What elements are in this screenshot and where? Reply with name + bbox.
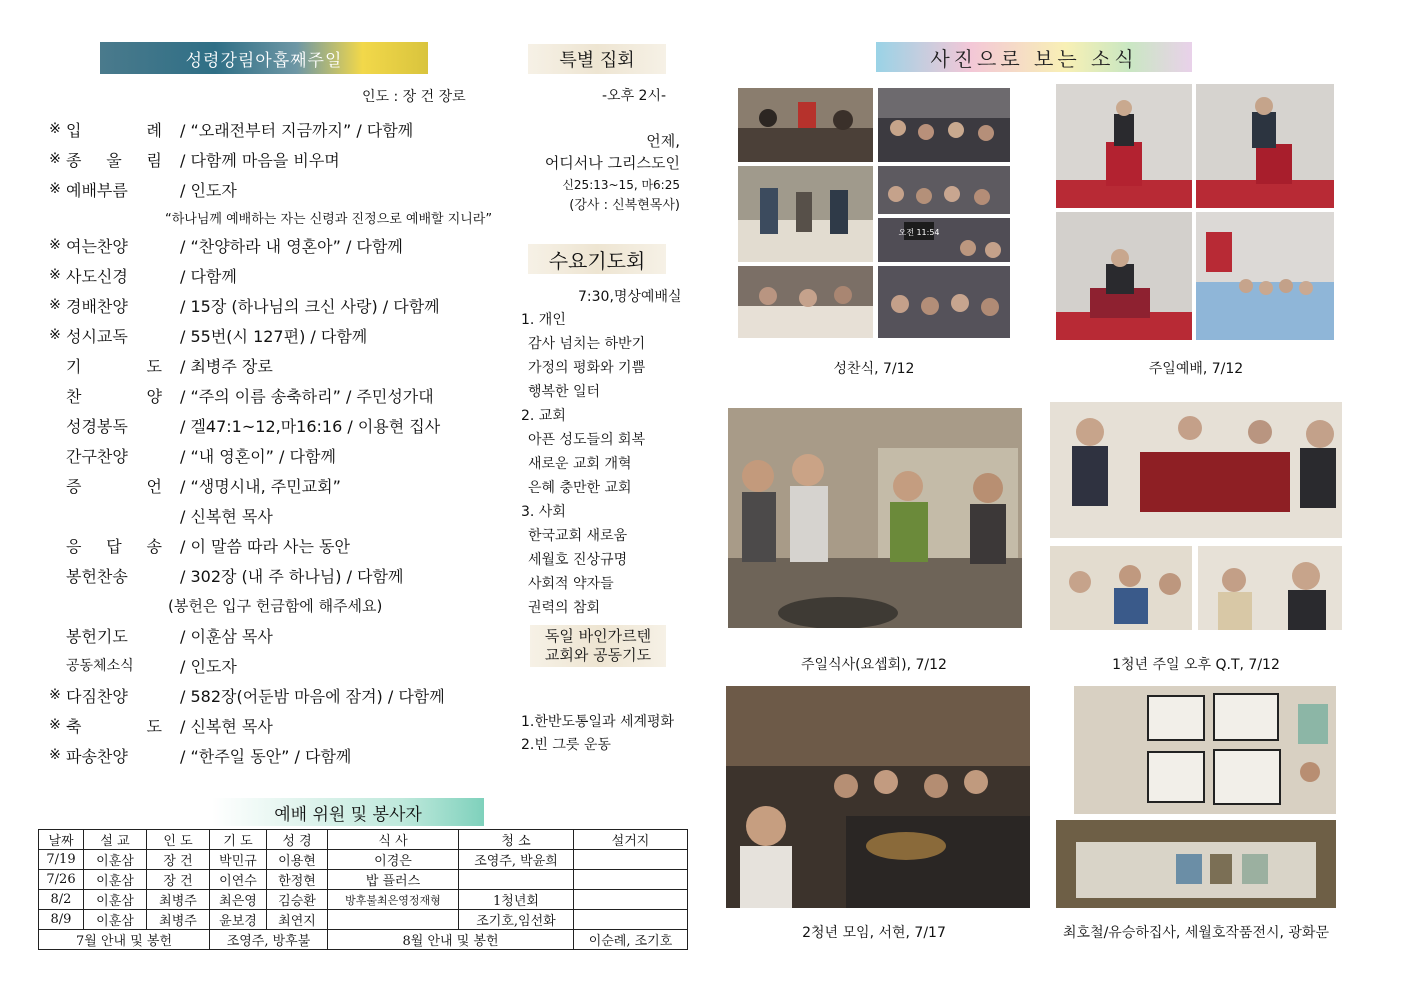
communion-photo-2 bbox=[878, 88, 1010, 162]
photo-caption: 성찬식, 7/12 bbox=[833, 361, 915, 377]
youth-qt-photo-1 bbox=[1050, 402, 1342, 538]
order-required-mark: ※ bbox=[49, 687, 61, 703]
german-prayer-item-1: 1.한반도통일과 세계평화 bbox=[521, 714, 675, 730]
order-item-name: 기 도 bbox=[66, 356, 162, 376]
youth-qt-photo-2 bbox=[1050, 546, 1192, 630]
staff-table-cell: 박민규 bbox=[210, 850, 267, 870]
footer-july-names: 조영주, 방후불 bbox=[210, 930, 328, 950]
order-item-name: 공동체소식 bbox=[66, 658, 134, 674]
order-item-name: 예배부름 bbox=[66, 180, 128, 200]
order-item-content: / “내 영혼이” / 다함께 bbox=[180, 446, 336, 466]
sunday-meal-photo bbox=[728, 408, 1022, 628]
staff-table-cell bbox=[574, 850, 688, 870]
staff-table-cell: 이훈삼 bbox=[84, 910, 147, 930]
prayer-item: 감사 넘치는 하반기 bbox=[528, 336, 646, 352]
staff-table-cell: 최병주 bbox=[147, 890, 210, 910]
german-prayer-title-line-2: 교회와 공동기도 bbox=[544, 646, 652, 664]
staff-table-cell: 1청년회 bbox=[459, 890, 574, 910]
photo-caption: 주일식사(요셉회), 7/12 bbox=[801, 657, 947, 673]
prayer-item: 권력의 참회 bbox=[528, 600, 601, 616]
staff-table-cell: 이훈삼 bbox=[84, 850, 147, 870]
prayer-category: 1. 개인 bbox=[521, 312, 566, 328]
prayer-item: 은혜 충만한 교회 bbox=[528, 480, 632, 496]
order-item-content: / 302장 (내 주 하나님) / 다함께 bbox=[180, 566, 404, 586]
staff-table-cell: 밥 플러스 bbox=[328, 870, 459, 890]
staff-table-cell: 이연수 bbox=[210, 870, 267, 890]
staff-table-row bbox=[39, 850, 688, 870]
prayer-item: 한국교회 새로움 bbox=[528, 528, 628, 544]
order-required-mark: ※ bbox=[49, 181, 61, 197]
order-item-content: / “생명시내, 주민교회” bbox=[180, 476, 341, 496]
order-item-name: 입 례 bbox=[66, 120, 162, 140]
order-required-mark: ※ bbox=[49, 717, 61, 733]
staff-table bbox=[38, 829, 688, 950]
staff-table-cell: 최은영 bbox=[210, 890, 267, 910]
staff-table-cell bbox=[459, 870, 574, 890]
photo-caption: 최호철/유승하집사, 세월호작품전시, 광화문 bbox=[1063, 925, 1329, 941]
staff-table-cell: 한정현 bbox=[267, 870, 328, 890]
staff-table-cell: 이경은 bbox=[328, 850, 459, 870]
order-item-name: 간구찬양 bbox=[66, 446, 128, 466]
staff-table-cell: 이훈삼 bbox=[84, 870, 147, 890]
order-item-name: 다짐찬양 bbox=[66, 686, 128, 706]
photo-caption: 2청년 모임, 서현, 7/17 bbox=[802, 925, 946, 941]
footer-august-label: 8월 안내 및 봉헌 bbox=[328, 930, 574, 950]
order-required-mark: ※ bbox=[49, 151, 61, 167]
staff-table-cell: 윤보경 bbox=[210, 910, 267, 930]
prayer-item: 아픈 성도들의 회복 bbox=[528, 432, 646, 448]
staff-table-cell: 7/26 bbox=[39, 870, 84, 890]
header-leader: 인 도 bbox=[147, 830, 210, 850]
order-item bbox=[44, 116, 413, 142]
service-title-banner bbox=[100, 42, 428, 74]
staff-table-cell: 장 건 bbox=[147, 850, 210, 870]
staff-table-cell bbox=[574, 910, 688, 930]
order-item bbox=[44, 472, 341, 498]
staff-table-cell: 조기호,임선화 bbox=[459, 910, 574, 930]
order-required-mark: ※ bbox=[49, 121, 61, 137]
order-item bbox=[44, 412, 440, 438]
order-item bbox=[44, 532, 350, 558]
order-item-name: 성경봉독 bbox=[66, 416, 128, 436]
staff-table-header bbox=[39, 830, 688, 850]
youth-qt-photo-3 bbox=[1198, 546, 1342, 630]
order-item bbox=[44, 322, 367, 348]
staff-table-cell: 이훈삼 bbox=[84, 890, 147, 910]
staff-section-title-text: 예배 위원 및 봉사자 bbox=[274, 804, 422, 825]
prayer-category: 2. 교회 bbox=[521, 408, 566, 424]
staff-table-footer bbox=[39, 930, 688, 950]
order-item bbox=[44, 562, 403, 588]
header-meal: 식 사 bbox=[328, 830, 459, 850]
wednesday-prayer-title-text: 수요기도회 bbox=[548, 248, 646, 273]
prayer-item: 가정의 평화와 기쁨 bbox=[528, 360, 646, 376]
prayer-category: 3. 사회 bbox=[521, 504, 566, 520]
youth2-meetup-photo bbox=[726, 686, 1030, 908]
order-item-name: 경배찬양 bbox=[66, 296, 128, 316]
leader-line: 인도 : 장 건 장로 bbox=[362, 89, 466, 105]
photo-news-title: 사진으로 보는 소식 bbox=[930, 46, 1138, 71]
staff-table-cell: 조영주, 박윤희 bbox=[459, 850, 574, 870]
order-item-content: / 겔47:1~12,마16:16 / 이용현 집사 bbox=[180, 416, 441, 436]
special-meeting-time: -오후 2시- bbox=[602, 88, 667, 104]
exhibition-photo-2 bbox=[1056, 820, 1336, 908]
order-required-mark: ※ bbox=[49, 297, 61, 313]
offering-note: (봉헌은 입구 헌금함에 해주세요) bbox=[168, 597, 383, 615]
staff-table-cell bbox=[574, 890, 688, 910]
communion-photo-1 bbox=[738, 88, 873, 162]
order-item bbox=[44, 262, 237, 288]
german-prayer-title bbox=[530, 625, 666, 667]
wednesday-prayer-title bbox=[528, 244, 666, 274]
special-meeting-title bbox=[528, 44, 666, 74]
prayer-item: 행복한 일터 bbox=[528, 384, 601, 400]
staff-table-cell: 8/9 bbox=[39, 910, 84, 930]
prayer-item: 새로운 교회 개혁 bbox=[528, 456, 632, 472]
footer-july-label: 7월 안내 및 봉헌 bbox=[39, 930, 210, 950]
order-item-name: 파송찬양 bbox=[66, 746, 128, 766]
call-to-worship-quote: “하나님께 예배하는 자는 신령과 진정으로 예배할 지니라” bbox=[165, 212, 493, 227]
order-item bbox=[44, 502, 273, 528]
order-item-content: / 인도자 bbox=[180, 180, 237, 200]
order-item bbox=[44, 292, 440, 318]
order-item bbox=[44, 176, 237, 202]
order-item-content: / “찬양하라 내 영혼아” / 다함께 bbox=[180, 236, 403, 256]
staff-table-cell: 최연지 bbox=[267, 910, 328, 930]
staff-table-cell bbox=[328, 910, 459, 930]
header-scripture: 성 경 bbox=[267, 830, 328, 850]
order-item-content: / 15장 (하나님의 크신 사랑) / 다함께 bbox=[180, 296, 440, 316]
exhibition-photo-1 bbox=[1074, 686, 1336, 814]
header-prayer: 기 도 bbox=[210, 830, 267, 850]
clock-display: 오전 11:54 bbox=[898, 228, 940, 237]
order-item-name: 봉헌찬송 bbox=[66, 566, 128, 586]
order-item-content: / 인도자 bbox=[180, 656, 237, 676]
order-item-name: 사도신경 bbox=[66, 266, 128, 286]
order-required-mark: ※ bbox=[49, 237, 61, 253]
staff-section-title bbox=[212, 798, 484, 826]
order-item-name: 증 언 bbox=[66, 476, 162, 496]
order-required-mark: ※ bbox=[49, 747, 61, 763]
staff-table-cell: 8/2 bbox=[39, 890, 84, 910]
order-item-content: / 다함께 bbox=[180, 266, 237, 286]
staff-table-cell: 이용현 bbox=[267, 850, 328, 870]
communion-photo-4 bbox=[878, 166, 1010, 214]
order-item-content: / 582장(어둔밤 마음에 잠겨) / 다함께 bbox=[180, 686, 445, 706]
order-item-name: 찬 양 bbox=[66, 386, 162, 406]
order-item bbox=[44, 232, 403, 258]
worship-photo-3 bbox=[1056, 212, 1192, 340]
communion-photo-6 bbox=[738, 266, 873, 338]
order-required-mark: ※ bbox=[49, 327, 61, 343]
order-item-content: / 이 말씀 따라 사는 동안 bbox=[180, 536, 350, 556]
order-item-content: / 다함께 마음을 비우며 bbox=[180, 150, 340, 170]
staff-table-cell: 장 건 bbox=[147, 870, 210, 890]
photo-news-banner bbox=[876, 42, 1192, 72]
special-speaker: (강사 : 신복현목사) bbox=[569, 198, 680, 213]
wednesday-prayer-time: 7:30,명상예배실 bbox=[578, 289, 682, 305]
special-line-2: 어디서나 그리스도인 bbox=[544, 154, 680, 172]
worship-photo-2 bbox=[1196, 84, 1334, 208]
service-title: 성령강림아홉째주일 bbox=[185, 50, 343, 71]
staff-table-cell: 방후불최은영정재형 bbox=[328, 890, 459, 910]
staff-table-cell: 7/19 bbox=[39, 850, 84, 870]
order-item-name: 축 도 bbox=[66, 716, 162, 736]
order-item-name: 여는찬양 bbox=[66, 236, 128, 256]
photo-caption: 주일예배, 7/12 bbox=[1148, 361, 1244, 377]
header-date: 날짜 bbox=[39, 830, 84, 850]
order-item-content: / 신복현 목사 bbox=[180, 506, 273, 526]
special-line-1: 언제, bbox=[646, 132, 680, 150]
staff-table-row bbox=[39, 890, 688, 910]
german-prayer-title-line-1: 독일 바인가르텐 bbox=[544, 627, 652, 645]
communion-photo-5 bbox=[878, 218, 1010, 262]
order-item-content: / 55번(시 127편) / 다함께 bbox=[180, 326, 368, 346]
order-item bbox=[44, 622, 273, 648]
footer-august-names: 이순례, 조기호 bbox=[574, 930, 688, 950]
order-required-mark: ※ bbox=[49, 267, 61, 283]
prayer-item: 사회적 약자들 bbox=[528, 576, 614, 592]
order-item-name: 성시교독 bbox=[66, 326, 128, 346]
special-scripture-ref: 신25:13~15, 마6:25 bbox=[562, 178, 680, 192]
order-item-name: 봉헌기도 bbox=[66, 626, 128, 646]
order-item bbox=[44, 352, 273, 378]
order-item bbox=[44, 712, 273, 738]
order-item bbox=[44, 146, 340, 172]
worship-photo-4 bbox=[1196, 212, 1334, 340]
header-sermon: 설 교 bbox=[84, 830, 147, 850]
order-item-content: / 최병주 장로 bbox=[180, 356, 273, 376]
staff-table-cell: 최병주 bbox=[147, 910, 210, 930]
communion-photo-3 bbox=[738, 166, 873, 262]
order-item-content: / 신복현 목사 bbox=[180, 716, 273, 736]
staff-table-row bbox=[39, 870, 688, 890]
order-item-name: 종 울 림 bbox=[66, 150, 162, 170]
worship-photo-1 bbox=[1056, 84, 1192, 208]
order-item-content: / “주의 이름 송축하리” / 주민성가대 bbox=[180, 386, 434, 406]
special-meeting-title-text: 특별 집회 bbox=[559, 50, 635, 71]
staff-table-cell bbox=[574, 870, 688, 890]
header-dishes: 설거지 bbox=[574, 830, 688, 850]
order-item bbox=[44, 742, 351, 768]
order-item bbox=[44, 382, 434, 408]
prayer-item: 세월호 진상규명 bbox=[528, 552, 628, 568]
order-item-content: / “한주일 동안” / 다함께 bbox=[180, 746, 352, 766]
german-prayer-item-2: 2.빈 그릇 운동 bbox=[521, 737, 611, 753]
staff-table-row bbox=[39, 910, 688, 930]
order-item-content: / 이훈삼 목사 bbox=[180, 626, 273, 646]
order-item bbox=[44, 652, 237, 678]
order-item bbox=[44, 442, 336, 468]
communion-photo-7 bbox=[878, 266, 1010, 338]
order-item bbox=[44, 682, 445, 708]
order-item-content: / “오래전부터 지금까지” / 다함께 bbox=[180, 120, 414, 140]
photo-caption: 1청년 주일 오후 Q.T, 7/12 bbox=[1112, 657, 1280, 673]
staff-table-cell: 김승환 bbox=[267, 890, 328, 910]
order-item-name: 응 답 송 bbox=[66, 536, 162, 556]
header-cleaning: 청 소 bbox=[459, 830, 574, 850]
